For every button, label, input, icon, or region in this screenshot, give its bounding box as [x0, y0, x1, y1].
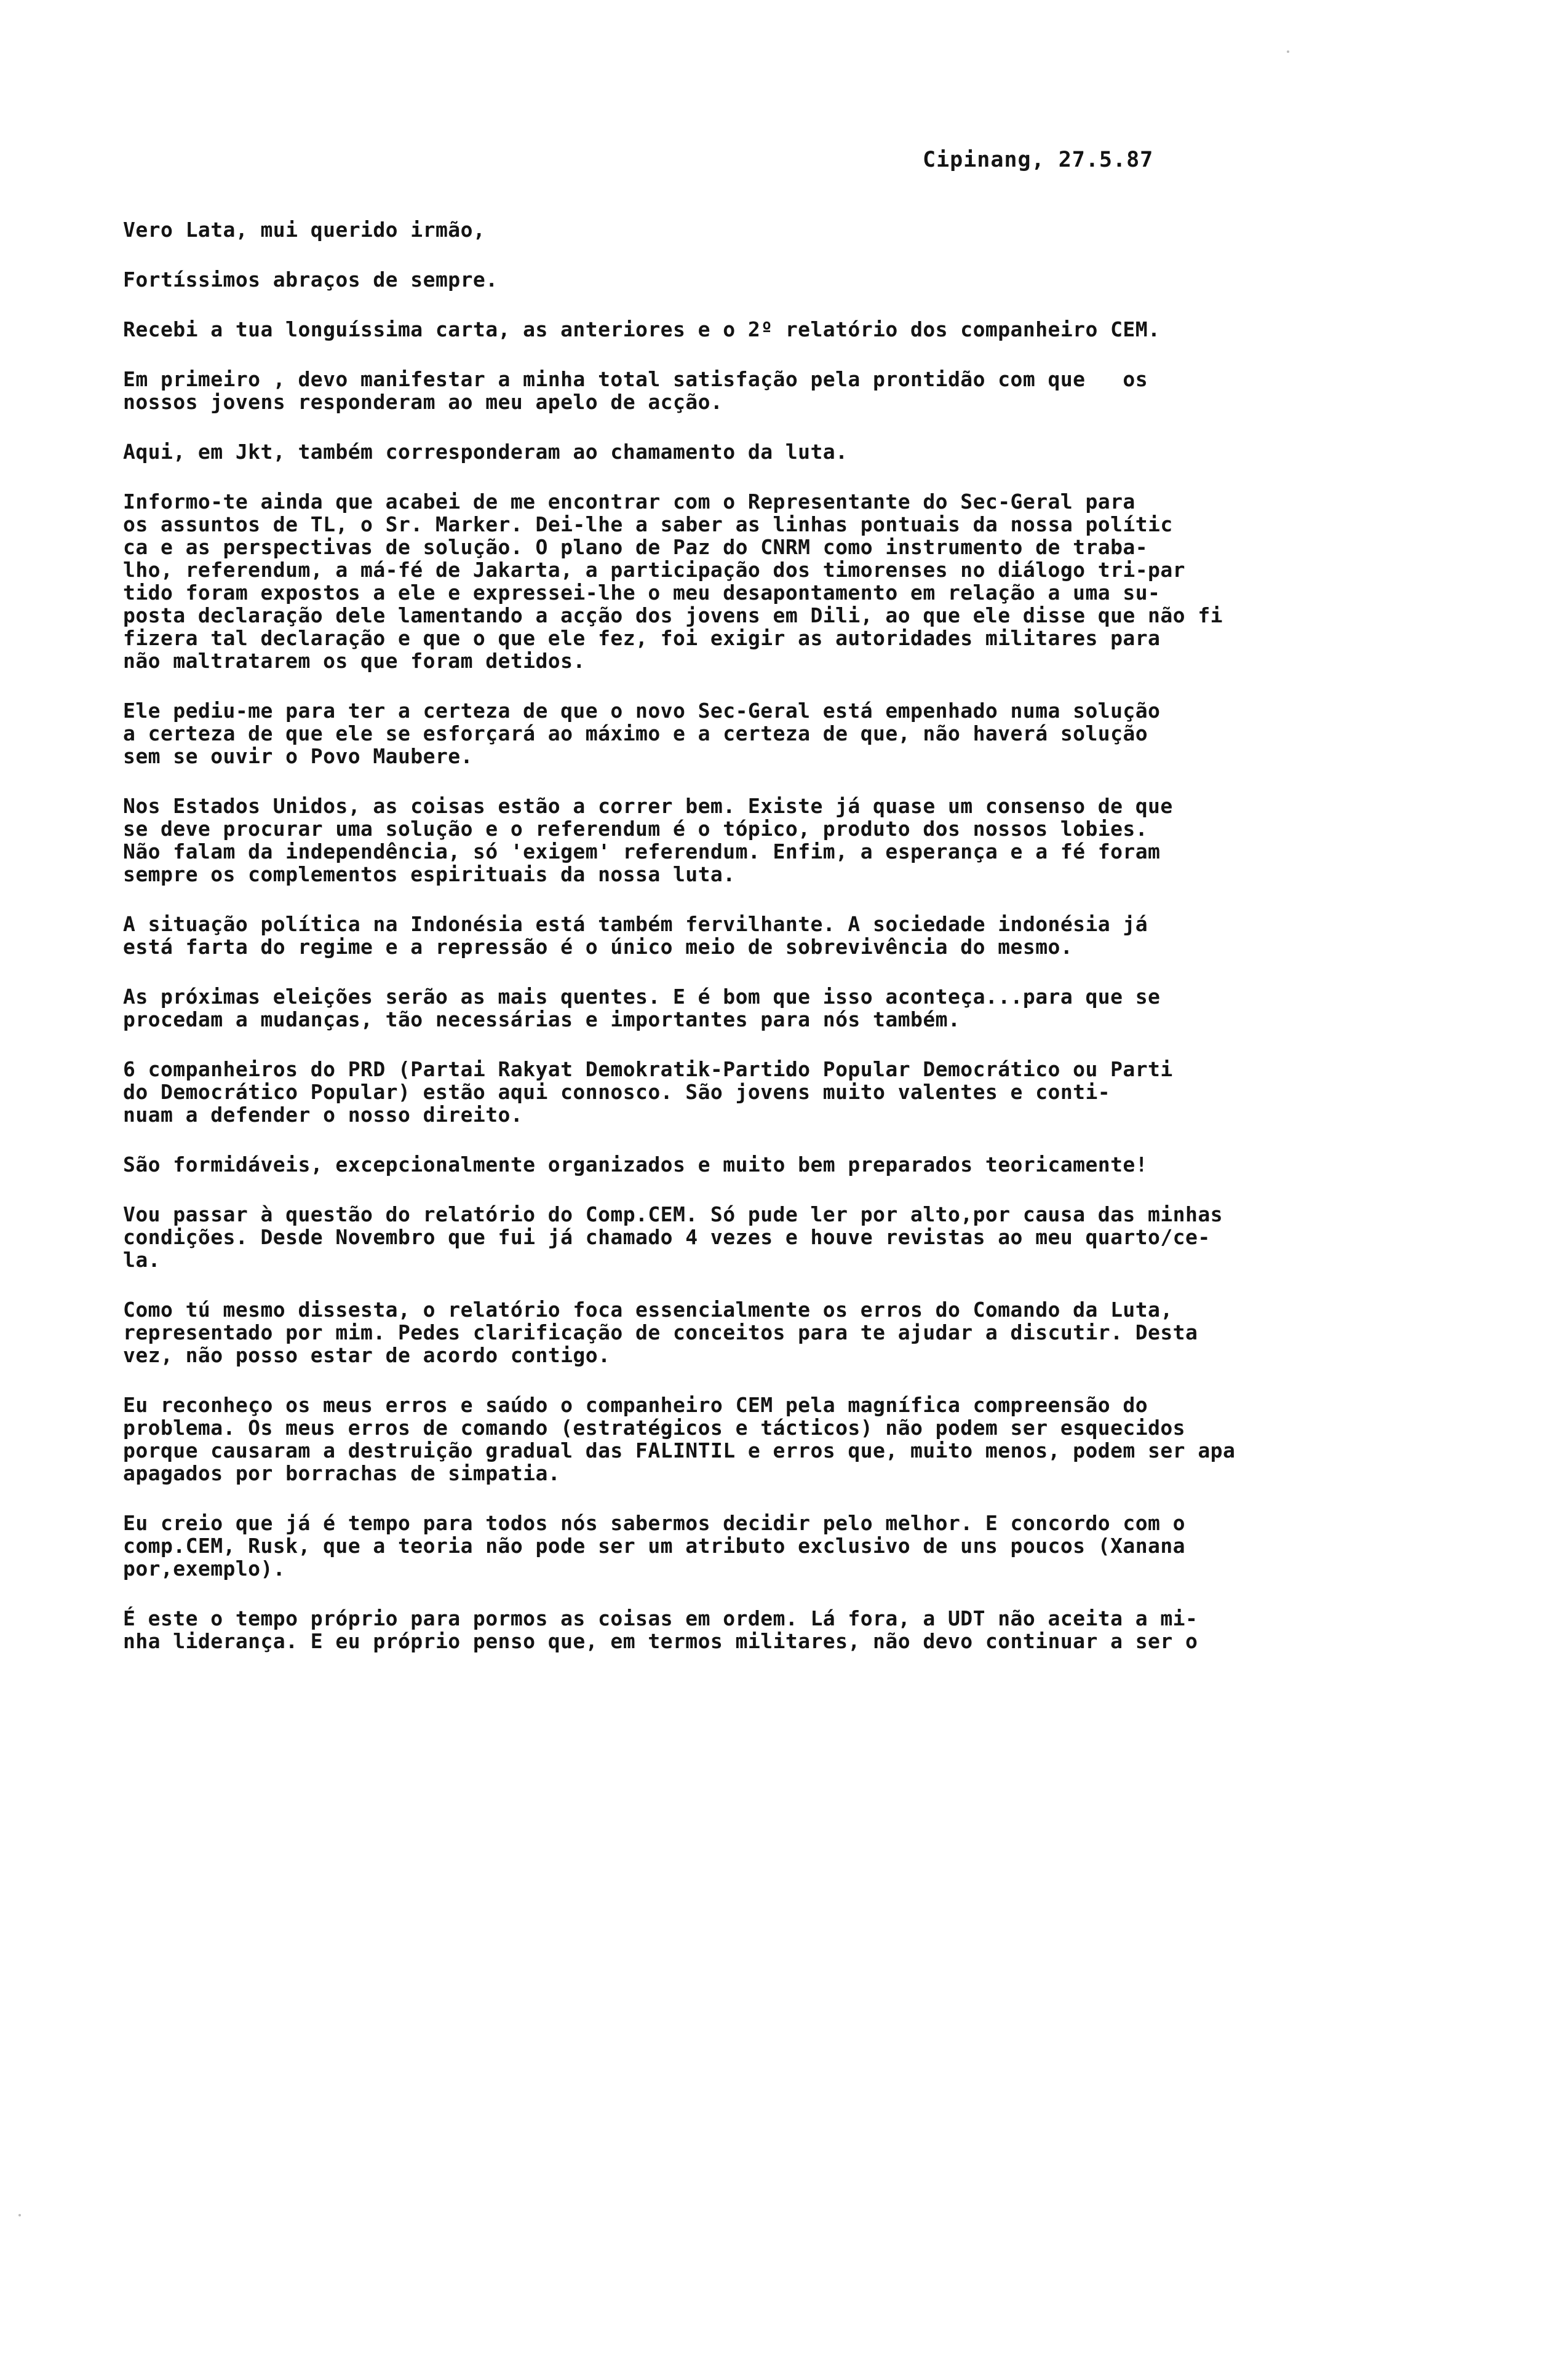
text-line: tido foram expostos a ele e expressei-lhe o meu desapontamento em relação a uma su- [123, 581, 1161, 605]
text-line: os assuntos de TL, o Sr. Marker. Dei-lhe a saber as linhas pontuais da nossa polític [123, 512, 1173, 536]
text-line: Ele pediu-me para ter a certeza de que o novo Sec-Geral está empenhado numa solução [123, 699, 1161, 723]
text-line: Informo-te ainda que acabei de me encontrar com o Representante do Sec-Geral para [123, 490, 1135, 514]
text-line: Não falam da independência, só 'exigem' referendum. Enfim, a esperança e a fé foram [123, 839, 1161, 863]
paragraph [123, 1058, 1464, 1126]
text-line: se deve procurar uma solução e o referendum é o tópico, produto dos nossos lobies. [123, 817, 1148, 841]
text-line: não maltratarem os que foram detidos. [123, 649, 586, 673]
paragraph [123, 985, 1464, 1031]
text-line: As próximas eleições serão as mais quentes. E é bom que isso aconteça...para que se [123, 985, 1161, 1009]
text-line: Em primeiro , devo manifestar a minha total satisfação pela prontidão com que os [123, 367, 1148, 391]
text-line: Recebi a tua longuíssima carta, as anteriores e o 2º relatório dos companheiro CEM. [123, 317, 1161, 341]
text-line: do Democrático Popular) estão aqui connosco. São jovens muito valentes e conti- [123, 1080, 1111, 1104]
text-line: Vero Lata, mui querido irmão, [123, 218, 486, 242]
text-line: A situação política na Indonésia está também fervilhante. A sociedade indonésia já [123, 912, 1148, 936]
text-line: ca e as perspectivas de solução. O plano de Paz do CNRM como instrumento de traba- [123, 535, 1148, 559]
text-line: Aqui, em Jkt, também corresponderam ao chamamento da luta. [123, 440, 848, 464]
text-line: Nos Estados Unidos, as coisas estão a correr bem. Existe já quase um consenso de que [123, 794, 1173, 818]
text-line: nha liderança. E eu próprio penso que, em termos militares, não devo continuar a ser o [123, 1629, 1198, 1653]
paragraph [123, 1394, 1464, 1485]
text-line: Eu reconheço os meus erros e saúdo o companheiro CEM pela magnífica compreensão do [123, 1393, 1148, 1417]
text-line: São formidáveis, excepcionalmente organizados e muito bem preparados teoricamente! [123, 1152, 1148, 1176]
text-line: condições. Desde Novembro que fui já chamado 4 vezes e houve revistas ao meu quarto/ce- [123, 1225, 1211, 1249]
text-line: 6 companheiros do PRD (Partai Rakyat Demokratik-Partido Popular Democrático ou Parti [123, 1057, 1173, 1081]
paragraph [123, 490, 1464, 672]
text-line: representado por mim. Pedes clarificação de conceitos para te ajudar a discutir. Desta [123, 1320, 1198, 1344]
scan-speck [18, 2214, 21, 2216]
paragraph [123, 913, 1464, 958]
paragraph [123, 368, 1464, 413]
paragraph [123, 268, 1464, 291]
text-line: nossos jovens responderam ao meu apelo de acção. [123, 390, 723, 414]
paragraph [123, 318, 1464, 341]
text-line: procedam a mudanças, tão necessárias e importantes para nós também. [123, 1007, 961, 1031]
text-line: nuam a defender o nosso direito. [123, 1103, 523, 1127]
paragraph [123, 1153, 1464, 1176]
paragraph [123, 795, 1464, 886]
text-line: lho, referendum, a má-fé de Jakarta, a participação dos timorenses no diálogo tri-par [123, 558, 1186, 582]
paragraph [123, 1203, 1464, 1271]
text-line: porque causaram a destruição gradual das FALINTIL e erros que, muito menos, podem ser apa [123, 1438, 1236, 1462]
text-line: Fortíssimos abraços de sempre. [123, 268, 498, 292]
paragraph [123, 440, 1464, 463]
text-line: Como tú mesmo dissesta, o relatório foca essencialmente os erros do Comando da Luta, [123, 1298, 1173, 1322]
text-line: posta declaração dele lamentando a acção dos jovens em Dili, ao que ele disse que não fi [123, 603, 1223, 627]
scan-speck [1287, 50, 1289, 53]
paragraph [123, 699, 1464, 768]
paragraph [123, 1512, 1464, 1580]
text-line: fizera tal declaração e que o que ele fez, foi exigir as autoridades militares para [123, 626, 1161, 650]
paragraph [123, 1607, 1464, 1652]
paragraph [123, 218, 1464, 241]
text-line: sem se ouvir o Povo Maubere. [123, 744, 473, 768]
text-line: la. [123, 1248, 161, 1272]
text-line: É este o tempo próprio para pormos as coisas em ordem. Lá fora, a UDT não aceita a mi- [123, 1606, 1198, 1630]
paragraph [123, 1298, 1464, 1367]
text-line: por,exemplo). [123, 1557, 286, 1581]
letter-body [123, 218, 1464, 1680]
text-line: Vou passar à questão do relatório do Comp.CEM. Só pude ler por alto,por causa das minhas [123, 1202, 1223, 1226]
text-line: apagados por borrachas de simpatia. [123, 1461, 561, 1485]
text-line: a certeza de que ele se esforçará ao máximo e a certeza de que, não haverá solução [123, 721, 1148, 745]
text-line: comp.CEM, Rusk, que a teoria não pode ser um atributo exclusivo de uns poucos (Xanana [123, 1534, 1186, 1558]
text-line: problema. Os meus erros de comando (estratégicos e tácticos) não podem ser esquecidos [123, 1416, 1186, 1440]
text-line: está farta do regime e a repressão é o único meio de sobrevivência do mesmo. [123, 935, 1073, 959]
text-line: vez, não posso estar de acordo contigo. [123, 1343, 611, 1367]
text-line: sempre os complementos espirituais da nossa luta. [123, 862, 736, 886]
dateline: Cipinang, 27.5.87 [923, 148, 1154, 172]
text-line: Eu creio que já é tempo para todos nós sabermos decidir pelo melhor. E concordo com o [123, 1511, 1186, 1535]
